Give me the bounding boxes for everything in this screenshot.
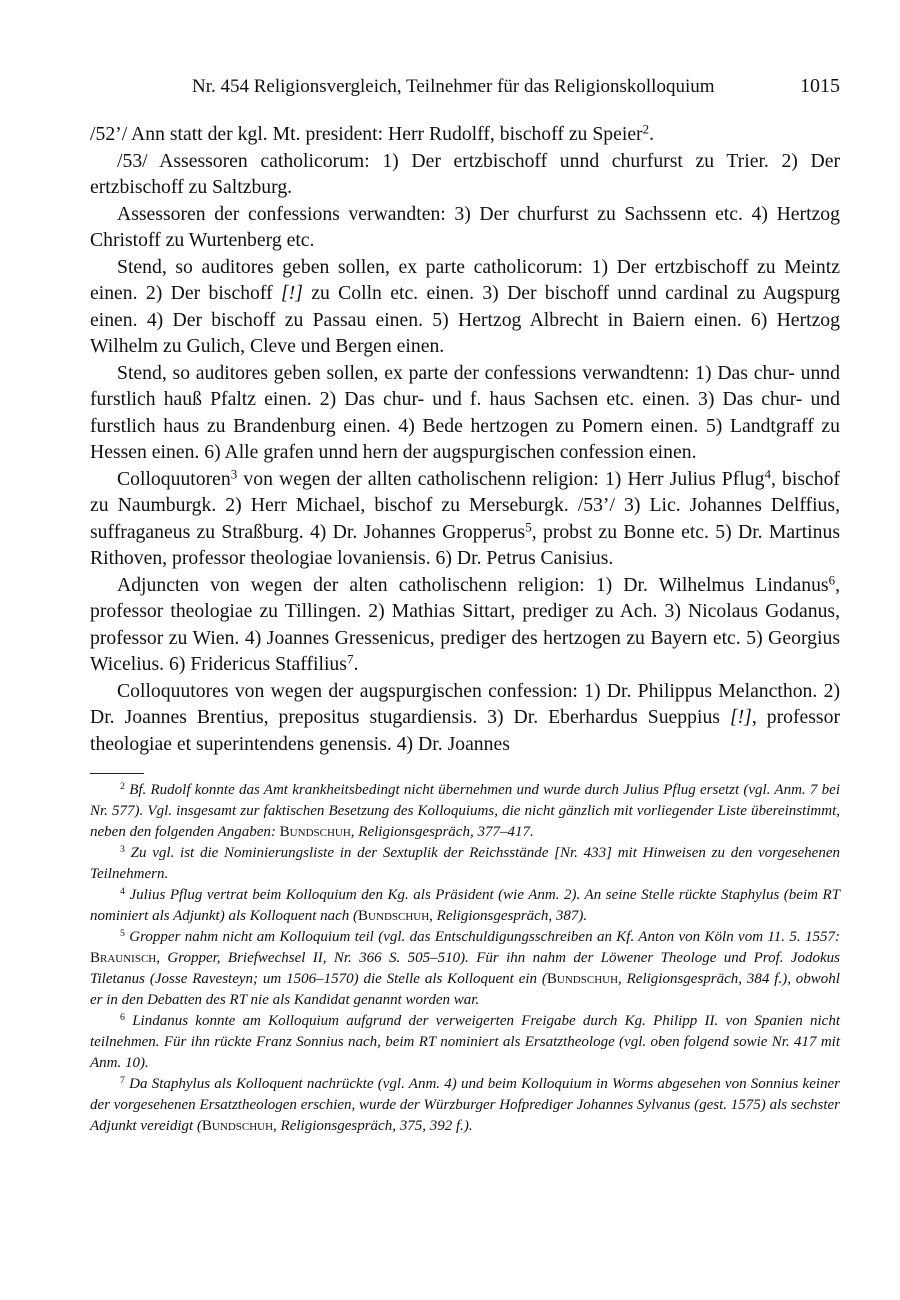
footnote-divider <box>90 773 144 774</box>
paragraph-assessoren-catholicorum: /53/ Assessoren catholicorum: 1) Der ertzbischoff unnd churfurst zu Trier. 2) Der ertzbischoff zu Saltzburg. <box>90 149 840 198</box>
main-text <box>90 121 840 757</box>
footnote-ref-3[interactable]: 3 <box>230 466 238 481</box>
footnote-ref-4[interactable]: 4 <box>764 466 771 481</box>
footnote-3: $^3$ Zu vgl. ist die Nominierungsliste in der Sextuplik der Reichsstände [Nr. 433] mit Hinweisen zu den vorgesehenen Teilnehmern. <box>90 844 840 882</box>
paragraph-colloquutores-confession: Colloquutores von wegen der augspurgischen confession: 1) Dr. Philippus Melancthon. 2) Dr. Joannes Brentius, prepositus stugardiensis. 3) Dr. Eberhardus Sueppius [!], professor theologiae et superintendens genensis. 4) Dr. Joannes <box>90 679 840 755</box>
paragraph-adjuncten-catholic: Adjuncten von wegen der alten catholischenn religion: 1) Dr. Wilhelmus Lindanus$^6$, professor theologiae zu Tillingen. 2) Mathias Sittart, prediger zu Ach. 3) Nicolaus Godanus, professor zu Wien. 4) Joannes Gressenicus, prediger des hertzogen zu Bayern etc. 5) Georgius Wicelius. 6) Fridericus Staffilius$^7$. <box>90 572 840 675</box>
paragraph-president: /52’/ Ann statt der kgl. Mt. president: Herr Rudolff, bischoff zu Speier$^2$. <box>90 121 655 145</box>
footnote-2: $^2$ Bf. Rudolf konnte das Amt krankheitsbedingt nicht übernehmen und wurde durch Julius Pflug ersetzt (vgl. Anm. 7 bei Nr. 577). Vgl. insgesamt zur faktischen Besetzung des Kolloquiums, die nicht gänzlich mit vorliegender Liste übereinstimmt, neben den folgenden Angaben: Bundschuh, Religionsgespräch, 377–417. <box>90 781 840 840</box>
footnote-7: $^7$ Da Staphylus als Kolloquent nachrückte (vgl. Anm. 4) und beim Kolloquium in Worms abgesehen von Sonnius keiner der vorgesehenen Ersatztheologen erschien, wurde der Würzburger Hofprediger Johannes Sylvanus (gest. 1575) als sechster Adjunkt vereidigt (Bundschuh, Religionsgespräch, 375, 392 f.). <box>90 1075 841 1134</box>
footnote-ref-7[interactable]: 7 <box>346 651 354 667</box>
paragraph-assessoren-confession: Assessoren der confessions verwandten: 3) Der churfurst zu Sachssenn etc. 4) Hertzog Christoff zu Wurtenberg etc. <box>90 202 840 251</box>
running-header <box>90 74 840 99</box>
document-page <box>90 74 840 1137</box>
paragraph-colloquutoren-catholic: Colloquutoren$^3$ von wegen der allten catholischenn religion: 1) Herr Julius Pflug$^4$, bischof zu Naumburgk. 2) Herr Michael, bischof zu Merseburgk. /53’/ 3) Lic. Johannes Delffius, suffraganeus zu Straßburg. 4) Dr. Johannes Gropperus$^5$, probst zu Bonne etc. 5) Dr. Martinus Rithoven, professor theologiae lovaniensis. 6) Dr. Petrus Canisius. <box>90 466 840 569</box>
footnotes <box>90 780 840 1137</box>
footnote-4: $^4$ Julius Pflug vertrat beim Kolloquium den Kg. als Präsident (wie Anm. 2). An seine Stelle rückte Staphylus (beim RT nominiert als Adjunkt) als Kolloquent nach (Bundschuh, Religionsgespräch, 387). <box>90 886 840 924</box>
footnote-ref-2[interactable]: 2 <box>642 121 650 137</box>
page-number: 1015 <box>800 75 840 97</box>
paragraph-auditores-confession: Stend, so auditores geben sollen, ex parte der confessions verwandtenn: 1) Das chur- unnd furstlich hauß Pfaltz einen. 2) Das chur- und f. haus Sachsen etc. einen. 3) Das chur- und furstlich haus zu Brandenburg einen. 4) Bede hertzogen zu Pomern einen. 5) Landtgraff zu Hessen einen. 6) Alle grafen unnd hern der augspurgischen confession einen. <box>90 361 840 463</box>
paragraph-auditores-catholicorum: Stend, so auditores geben sollen, ex parte catholicorum: 1) Der ertzbischoff zu Meintz einen. 2) Der bischoff [!] zu Colln etc. einen. 3) Der bischoff unnd cardinal zu Augspurg einen. 4) Der bischoff zu Passau einen. 5) Hertzog Albrecht in Baiern einen. 6) Hertzog Wilhelm zu Gulich, Cleve und Bergen einen. <box>90 255 840 357</box>
footnote-5: $^5$ Gropper nahm nicht am Kolloquium teil (vgl. das Entschuldigungsschreiben an Kf. Anton von Köln vom 11. 5. 1557: Braunisch, Gropper, Briefwechsel II, Nr. 366 S. 505–510). Für ihn nahm der Löwener Theologe und Prof. Jodokus Tiletanus (Josse Ravesteyn; um 1506–1570) die Stelle als Kolloquent ein (Bundschuh, Religionsgespräch, 384 f.), obwohl er in den Debatten des RT nie als Kandidat genannt worden war. <box>90 928 840 1008</box>
footnote-ref-5[interactable]: 5 <box>525 519 532 534</box>
running-title: Nr. 454 Religionsvergleich, Teilnehmer für das Religionskolloquium <box>192 76 715 97</box>
footnote-ref-6[interactable]: 6 <box>828 572 836 587</box>
footnote-6: $^6$ Lindanus konnte am Kolloquium aufgrund der verweigerten Freigabe durch Kg. Philipp II. von Spanien nicht teilnehmen. Für ihn rückte Franz Sonnius nach, beim RT nominiert als Ersatztheologe (vgl. oben folgend sowie Nr. 417 mit Anm. 10). <box>90 1012 840 1071</box>
